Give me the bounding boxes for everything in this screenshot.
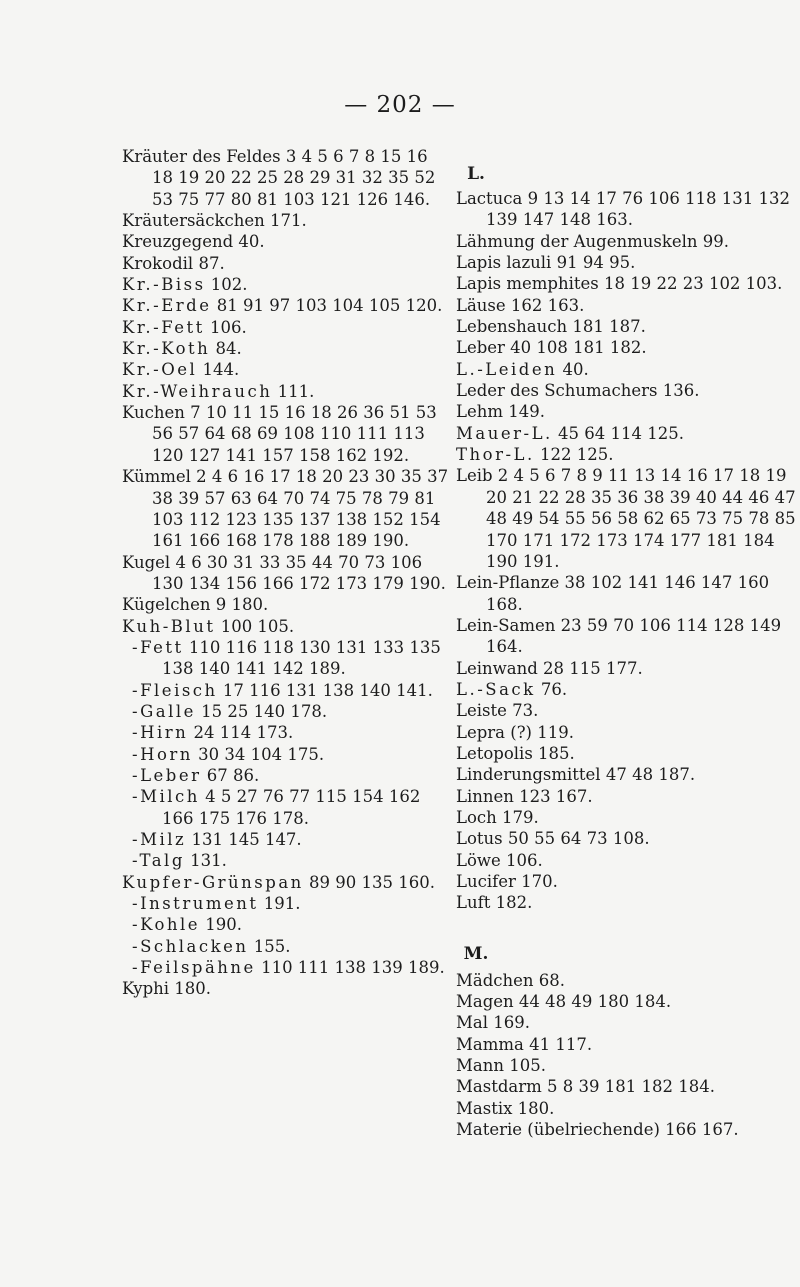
index-entry [456,828,796,849]
entry-term: Lapis memphites [456,274,599,294]
entry-page-refs: 38 102 141 146 147 160 168. [486,573,770,614]
index-entry [122,359,450,380]
entry-term: -Talg [132,851,185,871]
entry-page-refs: 149. [503,402,545,422]
index-entry [456,700,796,721]
entry-term: Läuse [456,295,506,315]
entry-term: Kr.-Koth [122,339,211,359]
index-entry [122,274,450,295]
index-entry [456,316,796,337]
entry-term: Mamma [456,1034,524,1054]
index-column-left [122,146,450,1000]
entry-term: Kreuzgegend [122,232,234,252]
entry-page-refs: 110 116 118 130 131 133 135 138 140 141 142 189. [162,637,441,679]
index-entry [122,466,450,551]
index-entry [132,701,450,722]
entry-page-refs: 84. [210,339,242,359]
entry-page-refs: 190. [200,915,243,935]
entry-term: Mädchen [456,970,534,990]
entry-page-refs: 7 10 11 15 16 18 26 36 51 53 56 57 64 68 69 108 110 111 113 120 127 141 157 158 162 192. [152,403,437,465]
entry-page-refs: 9 180. [210,595,269,615]
entry-page-refs: 18 19 22 23 102 103. [598,274,783,294]
section-heading-l: L. [467,164,485,184]
entry-page-refs: 73. [506,701,539,721]
entry-term: Magen [456,992,514,1012]
entry-page-refs: 123 167. [513,786,593,806]
index-entry [456,871,796,892]
entry-page-refs: 2 4 5 6 7 8 9 11 13 14 16 17 18 19 20 21 22 28 35 36 38 39 40 44 46 47 48 49 54 55 56 58 62 65 73 75 78 85 170 171 172 173 174 177 181 184 190 191. [486,466,796,571]
entry-page-refs: 100 105. [215,616,295,636]
entry-term: -Kohle [132,915,201,935]
index-entry [456,970,796,991]
index-entry [132,765,450,786]
entry-term: -Milz [132,830,187,849]
index-entry [456,679,796,700]
entry-term: Kräuter des Feldes [122,147,281,166]
index-entry [132,680,450,701]
index-entry [456,807,796,828]
entry-page-refs: 3 4 5 6 7 8 15 16 18 19 20 22 25 28 29 31 32 35 52 53 75 77 80 81 103 121 126 146. [152,147,436,209]
entry-term: Kuh-Blut [122,616,216,636]
entry-page-refs: 24 114 173. [188,723,294,743]
entry-page-refs: 162 163. [505,295,585,315]
entry-term: -Hirn [132,723,189,743]
entry-term: -Instrument [132,894,259,914]
entry-page-refs: 40. [557,359,589,379]
page-number: — 202 — [344,92,456,118]
index-entry [456,295,796,316]
section-heading-m: M. [463,943,489,964]
index-entry [122,231,450,252]
index-entry [122,552,450,595]
index-entry [456,1055,796,1076]
entry-term: Kr.-Erde [122,296,212,316]
entry-page-refs: 122 125. [534,445,614,465]
entry-page-refs: 2 4 6 16 17 18 20 23 30 35 37 38 39 57 63 64 70 74 75 78 79 81 103 112 123 135 137 138 152 154 161 166 168 178 188 189 190. [152,467,449,551]
index-entry [122,295,450,316]
index-entry [456,1012,796,1033]
entry-page-refs: 119. [531,722,574,742]
entry-term: Lepra (?) [456,722,532,742]
entry-term: Mann [456,1056,504,1076]
index-entry [122,317,450,338]
entry-page-refs: 9 13 14 17 76 106 118 131 132 139 147 148 163. [486,189,791,230]
index-entry [456,1034,796,1055]
entry-page-refs: 166 167. [659,1120,739,1140]
index-entry [122,210,450,231]
entry-term: Mastix [456,1098,513,1118]
entry-page-refs: 30 34 104 175. [192,744,325,764]
entry-term: Lehm [456,402,503,422]
index-entry [132,744,450,765]
index-entry [456,764,796,785]
entry-page-refs: 131. [184,851,227,871]
index-entry [456,465,796,572]
entry-page-refs: 17 116 131 138 140 141. [217,680,433,700]
index-entry [122,978,450,999]
entry-page-refs: 169. [488,1013,530,1033]
entry-term: Lucifer [456,872,516,891]
entry-page-refs: 91 94 95. [551,253,636,273]
entry-page-refs: 44 48 49 180 184. [513,992,672,1012]
index-entry [122,338,450,359]
entry-term: Linnen [456,786,514,806]
entry-term: -Fleisch [132,680,218,700]
entry-page-refs: 181 187. [567,317,646,337]
entry-page-refs: 5 8 39 181 182 184. [541,1077,715,1097]
entry-term: Lein-Pflanze [456,573,560,593]
entry-term: L.-Leiden [456,359,558,379]
entry-term: Letopolis [456,743,533,763]
index-entry [132,893,450,914]
entry-page-refs: 185. [532,743,575,763]
index-entry [122,872,450,893]
entry-term: Leib [456,466,493,486]
index-entry [456,273,796,294]
index-entry [456,850,796,871]
index-entry [132,722,450,743]
index-entry [122,253,450,274]
index-entry [456,423,796,444]
entry-term: Leinwand [456,658,538,678]
index-entry [456,615,796,658]
index-entry [456,658,796,679]
entry-term: Luft [456,893,491,913]
entry-page-refs: 182. [490,893,533,913]
entry-page-refs: 106. [204,317,247,337]
entry-term: -Galle [132,701,196,721]
entry-page-refs: 4 5 27 76 77 115 154 162 166 175 176 178. [162,787,421,828]
index-entry [456,722,796,743]
entry-page-refs: 99. [697,231,729,251]
entry-page-refs: 131 145 147. [186,830,302,849]
entry-page-refs: 180. [169,979,212,999]
entry-page-refs: 180. [512,1098,555,1118]
entry-term: Krokodil [122,253,194,273]
index-entry [456,401,796,422]
index-entry [132,786,450,829]
entry-term: Lebenshauch [456,317,568,337]
entry-term: Kupfer-Grünspan [122,872,304,892]
index-entry [456,444,796,465]
entry-page-refs: 155. [248,936,291,956]
entry-term: Mauer-L. [456,423,553,443]
entry-page-refs: 87. [193,253,225,273]
index-column-right [456,146,796,1140]
index-entry [456,337,796,358]
entry-page-refs: 40. [233,232,265,252]
index-entry [456,572,796,615]
entry-term: Mastdarm [456,1077,542,1097]
index-entry [122,402,450,466]
entry-page-refs: 40 108 181 182. [504,338,647,358]
entry-term: -Milch [132,787,200,807]
index-entry [456,231,796,252]
entry-term: Kr.-Oel [122,360,198,380]
entry-term: -Feilspähne [132,958,256,978]
entry-term: Lactuca [456,189,523,208]
entry-term: Kugel [122,552,171,572]
index-entry [122,594,450,615]
entry-term: Kümmel [122,467,191,487]
entry-term: Leder des Schumachers [456,381,658,401]
entry-term: -Fett [132,637,184,657]
entry-page-refs: 136. [657,381,700,401]
entry-page-refs: 170. [515,872,558,891]
entry-page-refs: 191. [258,894,301,914]
entry-page-refs: 68. [533,970,566,990]
index-entry [456,380,796,401]
entry-term: Loch [456,807,497,827]
entry-page-refs: 28 115 177. [537,658,643,678]
entry-page-refs: 15 25 140 178. [195,701,328,721]
entry-page-refs: 89 90 135 160. [303,872,436,892]
entry-term: Kr.-Weihrauch [122,381,273,401]
entry-term: Lein-Samen [456,615,556,635]
entry-page-refs: 179. [496,807,539,827]
entry-term: -Leber [132,765,202,785]
entry-page-refs: 105. [504,1056,546,1076]
index-entry [456,991,796,1012]
index-entry [456,1076,796,1097]
entry-page-refs: 110 111 138 139 189. [255,958,445,978]
index-entry [456,743,796,764]
section-l-entries [456,188,796,914]
index-entry [456,786,796,807]
entry-term: Kügelchen [122,595,211,615]
entry-term: Kyphi [122,979,170,999]
entry-term: -Horn [132,744,193,764]
index-entry [456,1119,796,1140]
entry-term: Kr.-Fett [122,317,205,337]
entry-term: Leiste [456,701,507,721]
entry-term: L.-Sack [456,679,536,699]
entry-page-refs: 23 59 70 106 114 128 149 164. [486,615,782,657]
entry-page-refs: 111. [272,381,315,401]
index-entry [132,850,450,871]
index-entry [456,188,796,231]
entry-page-refs: 4 6 30 31 33 35 44 70 73 106 130 134 156 166 172 173 179 190. [152,552,446,593]
entry-page-refs: 81 91 97 103 104 105 120. [211,296,443,316]
entry-page-refs: 76. [535,679,568,699]
entry-term: Kräutersäckchen [122,211,265,231]
entry-page-refs: 144. [197,360,240,380]
entry-term: Kuchen [122,403,185,423]
entry-term: Thor-L. [456,445,535,465]
entry-term: Lapis lazuli [456,253,552,273]
entry-page-refs: 41 117. [523,1034,593,1054]
entry-page-refs: 47 48 187. [600,765,696,785]
index-entry [132,637,450,680]
index-entry [456,1098,796,1119]
entry-term: Lotus [456,829,503,849]
entry-term: Leber [456,338,505,358]
index-entry [456,252,796,273]
entry-term: Lähmung der Augenmuskeln [456,231,698,251]
entry-page-refs: 102. [205,275,248,295]
entry-page-refs: 50 55 64 73 108. [502,829,650,849]
section-m-entries [456,970,796,1141]
index-entry [122,381,450,402]
index-entry [132,829,450,850]
entry-term: Kr.-Biss [122,275,206,295]
index-entry [122,616,450,637]
entry-term: Linderungsmittel [456,765,601,785]
entry-term: -Schlacken [132,936,249,956]
entry-page-refs: 106. [500,850,543,870]
index-entry [456,892,796,913]
entry-term: Löwe [456,850,501,870]
index-entry [456,359,796,380]
entry-term: Mal [456,1013,489,1033]
entry-page-refs: 171. [264,211,307,231]
entry-term: Materie (übelriechende) [456,1120,660,1140]
entry-page-refs: 67 86. [201,765,260,785]
entry-page-refs: 45 64 114 125. [552,423,684,443]
